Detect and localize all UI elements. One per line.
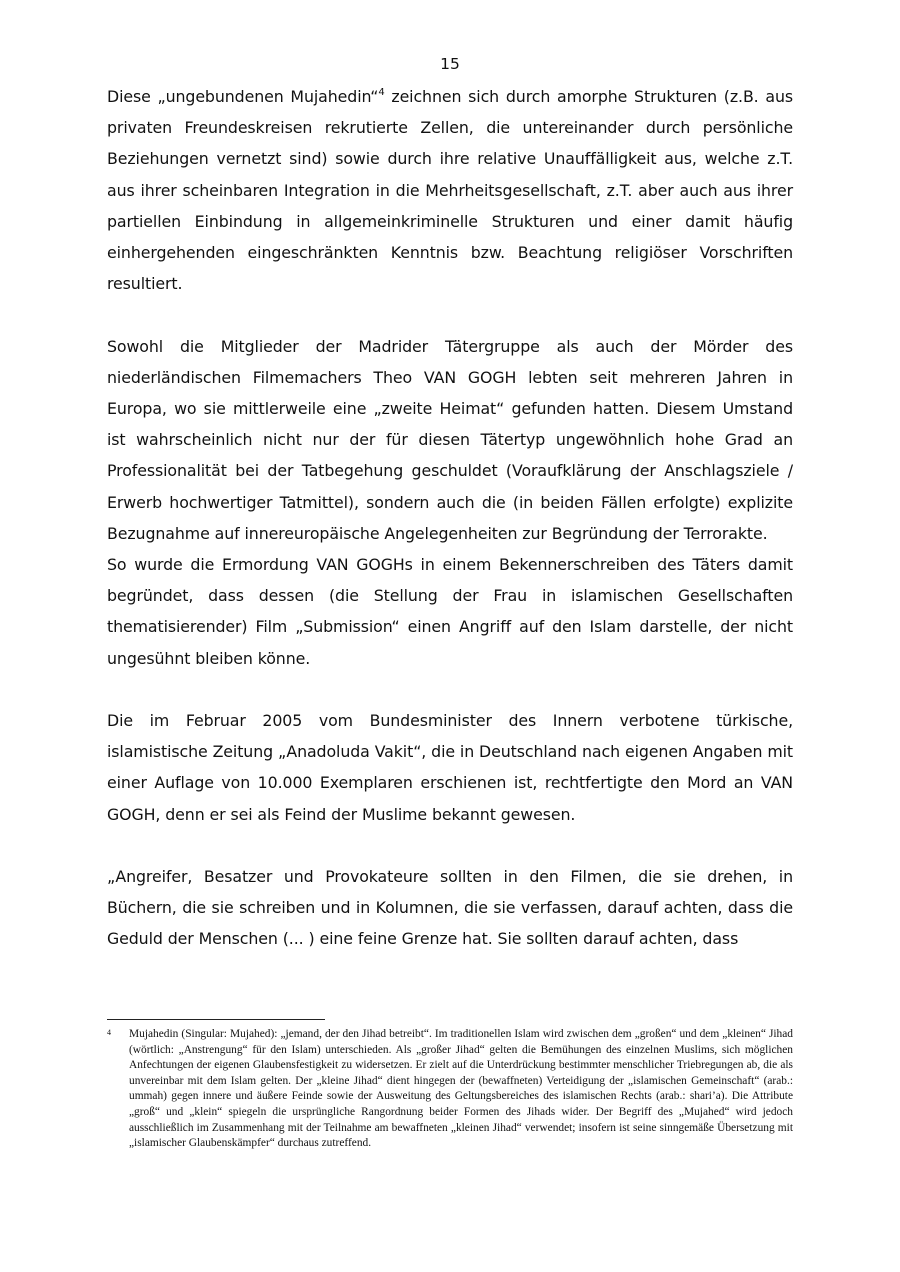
footnote-separator [107, 1019, 325, 1020]
footnote [107, 1027, 793, 1152]
footnote-mark: 4 [107, 1028, 111, 1037]
paragraph-1-text-end: zeichnen sich durch amorphe Strukturen (z.B. aus privaten Freundeskreisen rekrutierte Zellen, die untereinander durch persönliche Beziehungen vernetzt sind) sowie durch ihre relative Unauffälligkeit aus, welche z.T. aus ihrer scheinbaren Integration in die Mehrheitsgesellschaft, z.T. aber auch aus ihrer partiellen Einbindung in allgemeinkriminelle Strukturen und einer damit häufig einhergehenden eingeschränkten Kenntnis bzw. Beachtung religiöser Vorschriften resultiert. [107, 87, 793, 294]
page-number: 15 [440, 55, 460, 73]
paragraph-mujahedin [107, 81, 793, 299]
paragraph-1-text-start: Diese „ungebundenen Mujahedin“ [107, 87, 379, 106]
body-text [107, 81, 793, 955]
paragraph-submission: So wurde die Ermordung VAN GOGHs in einem Bekennerschreiben des Täters damit begründet, dass dessen (die Stellung der Frau in islamischen Gesellschaften thematisierender) Film „Submission“ einen Angriff auf den Islam darstelle, der nicht ungesühnt bleiben könne. [107, 555, 793, 668]
footnote-reference: 4 [378, 87, 385, 98]
paragraph-madrid-van-gogh: Sowohl die Mitglieder der Madrider Tätergruppe als auch der Mörder des niederländischen Filmemachers Theo VAN GOGH lebten seit mehreren Jahren in Europa, wo sie mittlerweile eine „zweite Heimat“ gefunden hatten. Diesem Umstand ist wahrscheinlich nicht nur der für diesen Tätertyp ungewöhnlich hohe Grad an Professionalität bei der Tatbegehung geschuldet (Voraufklärung der Anschlagsziele / Erwerb hochwertiger Tatmittel), sondern auch die (in beiden Fällen erfolgte) explizite Bezugnahme auf innereuropäische Angelegenheiten zur Begründung der Terrorakte. [107, 336, 793, 543]
footnote-text: Mujahedin (Singular: Mujahed): „jemand, der den Jihad betreibt“. Im traditionellen Islam wird zwischen dem „großen“ und dem „kleinen“ Jihad (wörtlich: „Anstrengung“ für den Islam) unterschieden. Als „großer Jihad“ gelten die Bemühungen des einzelnen Muslims, sich möglichen Anfechtungen der eigenen Glaubensfestigkeit zu widersetzen. Er zielt auf die Unterdrückung bestimmter menschlicher Triebregungen ab, die als unvereinbar mit dem Islam gelten. Der „kleine Jihad“ dient hingegen der (bewaffneten) Verteidigung der „islamischen Gemeinschaft“ (arab.: ummah) gegen innere und äußere Feinde sowie der Ausweitung des Geltungsbereiches des islamischen Rechts (arab.: shari’a). Die Attribute „groß“ und „klein“ spiegeln die ursprüngliche Rangordnung beider Formen des Jihads wider. Der Begriff des „Mujahed“ wird jedoch ausschließlich im Zusammenhang mit der Teilnahme am bewaffneten „kleinen Jihad“ verwendet; insofern ist seine sinngemäße Übersetzung mit „islamischer Glaubenskämpfer“ durchaus zutreffend. [129, 1028, 793, 1150]
paragraph-quote: „Angreifer, Besatzer und Provokateure sollten in den Filmen, die sie drehen, in Büchern, die sie schreiben und in Kolumnen, die sie verfassen, darauf achten, dass die Geduld der Menschen (... ) eine feine Grenze hat. Sie sollten darauf achten, dass [107, 867, 793, 949]
paragraph-anadoluda-vakit: Die im Februar 2005 vom Bundesminister des Innern verbotene türkische, islamistische Zeitung „Anadoluda Vakit“, die in Deutschland nach eigenen Angaben mit einer Auflage von 10.000 Exemplaren erschienen ist, rechtfertigte den Mord an VAN GOGH, denn er sei als Feind der Muslime bekannt gewesen. [107, 711, 793, 824]
